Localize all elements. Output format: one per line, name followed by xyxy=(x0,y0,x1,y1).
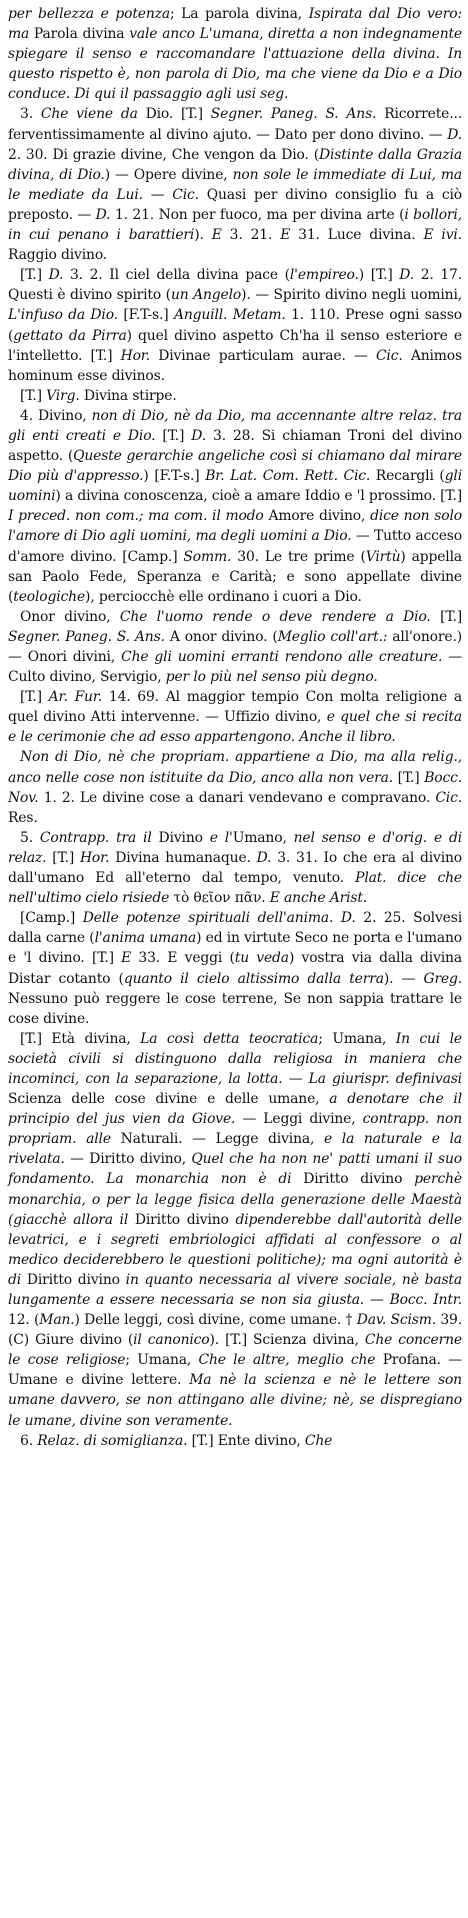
dictionary-paragraph: 5. Contrapp. tra il Divino e l'Umano, nel senso e d'orig. e di relaz. [T.] Hor. Divina humanaque. D. 3. 31. Io che era al divino dall'umano Ed all'eterno dal tempo, venuto. Plat. dice che nell'ultimo cielo risiede τὸ θεῖον πᾶν. E anche Arist. xyxy=(8,829,462,907)
dictionary-paragraph: [T.] Virg. Divina stirpe. xyxy=(20,387,177,404)
dictionary-paragraph: 3. Che viene da Dio. [T.] Segner. Paneg. S. Ans. Ricorrete... ferventissimamente al divino ajuto. — Dato per dono divino. — D. 2. 30. Di grazie divine, Che vengon da Dio. (Distinte dalla Grazia divina, di Dio.) — Opere divine, non sole le immediate di Lui, ma le mediate da Lui. — Cic. Quasi per divino consiglio fu a ciò preposto. — D. 1. 21. Non per fuoco, ma per divina arte (i bollori, in cui penano i barattieri). E 3. 21. E 31. Luce divina. E ivi. Raggio divino. xyxy=(8,106,463,264)
dictionary-paragraph: [T.] Età divina, La così detta teocratica; Umana, In cui le società civili si distinguono dalla religiosa in maniera che incominci, con la separazione, la lotta. — La giurispr. definivasi Scienza delle cose divine e delle umane, a denotare che il principio del jus vien da Giove. — Leggi divine, contrapp. non propriam. alle Naturali. — Legge divina, e la naturale e la rivelata. — Diritto divino, Quel che ha non ne' patti umani il suo fondamento. La monarchia non è di Diritto divino perchè monarchia, o per la legge fisica della generazione delle Maestà (giacchè allora il Diritto divino dipenderebbe dall'autorità delle levatrici, e i segreti embriologici affidati al confessore o al medico deciderebbero le questioni politiche); ma ogni autorità è di Diritto divino in quanto necessaria al vivere sociale, nè basta lungamente a essere necessaria se non sia giusta. — Bocc. Intr. 12. (Man.) Delle leggi, così divine, come umane. † Dav. Scism. 39. (C) Giure divino (il canonico). [T.] Scienza divina, Che concerne le cose religiose; Umana, Che le altre, meglio che Profana. — Umane e divine lettere. Ma nè la scienza e nè le lettere son umane davvero, se non attingano alle divine; nè, se dispregiano le umane, divine son veramente. xyxy=(8,1030,463,1429)
dictionary-paragraph: Onor divino, Che l'uomo rende o deve rendere a Dio. [T.] Segner. Paneg. S. Ans. A onor divino. (Meglio coll'art.: all'onore.) — Onori divini, Che gli uomini erranti rendono alle creature. — Culto divino, Servigio, per lo più nel senso più degno. xyxy=(8,608,462,686)
dictionary-paragraph: 4. Divino, non di Dio, nè da Dio, ma accennante altre relaz. tra gli enti creati e Dio. [T.] D. 3. 28. Si chiaman Troni del divino aspetto. (Queste gerarchie angeliche così si chiamano dal mirare Dio più d'appresso.) [F.T-s.] Br. Lat. Com. Rett. Cic. Recargli (gli uomini) a divina conoscenza, cioè a amare Iddio e 'l prossimo. [T.] I preced. non com.; ma com. il modo Amore divino, dice non solo l'amore di Dio agli uomini, ma degli uomini a Dio. — Tutto acceso d'amore divino. [Camp.] Somm. 30. Le tre prime (Virtù) appella san Paolo Fede, Speranza e Carità; e sono appellate divine (teologiche), perciocchè elle ordinano i cuori a Dio. xyxy=(8,407,463,605)
dictionary-paragraph: per bellezza e potenza; La parola divina, Ispirata dal Dio vero: ma Parola divina vale anco L'umana, diretta a non indegnamente spiegare il senso e raccomandare l'attuazione della divina. In questo rispetto è, non parola di Dio, ma che viene da Dio e a Dio conduce. Di qui il passaggio agli usi seg. xyxy=(8,6,462,103)
dictionary-paragraph: 6. Relaz. di somiglianza. [T.] Ente divino, Che xyxy=(20,1432,333,1449)
dictionary-paragraph: Non di Dio, nè che propriam. appartiene a Dio, ma alla relig., anco nelle cose non istituite da Dio, anco alla non vera. [T.] Bocc. Nov. 1. 2. Le divine cose a danari vendevano e compravano. Cic. Res. xyxy=(8,749,462,826)
dictionary-paragraph: [Camp.] Delle potenze spirituali dell'anima. D. 2. 25. Solvesi dalla carne (l'anima umana) ed in virtute Seco ne porta e l'umano e 'l divino. [T.] E 33. E veggi (tu veda) vostra via dalla divina Distar cotanto (quanto il cielo altissimo dalla terra). — Greg. Nessuno può reggere le cose terrene, Se non sappia trattare le cose divine. xyxy=(8,910,463,1027)
dictionary-paragraph: [T.] D. 3. 2. Il ciel della divina pace (l'empireo.) [T.] D. 2. 17. Questi è divino spirito (un Angelo). — Spirito divino negli uomini, L'infuso da Dio. [F.T-s.] Anguill. Metam. 1. 110. Prese ogni sasso (gettato da Pirra) quel divino aspetto Ch'ha il senso esteriore e l'intelletto. [T.] Hor. Divinae particulam aurae. — Cic. Animos hominum esse divinos. xyxy=(8,267,463,384)
dictionary-paragraph: [T.] Ar. Fur. 14. 69. Al maggior tempio Con molta religione a quel divino Atti intervenne. — Uffizio divino, e quel che si recita e le cerimonie che ad esso appartengono. Anche il libro. xyxy=(8,689,463,746)
